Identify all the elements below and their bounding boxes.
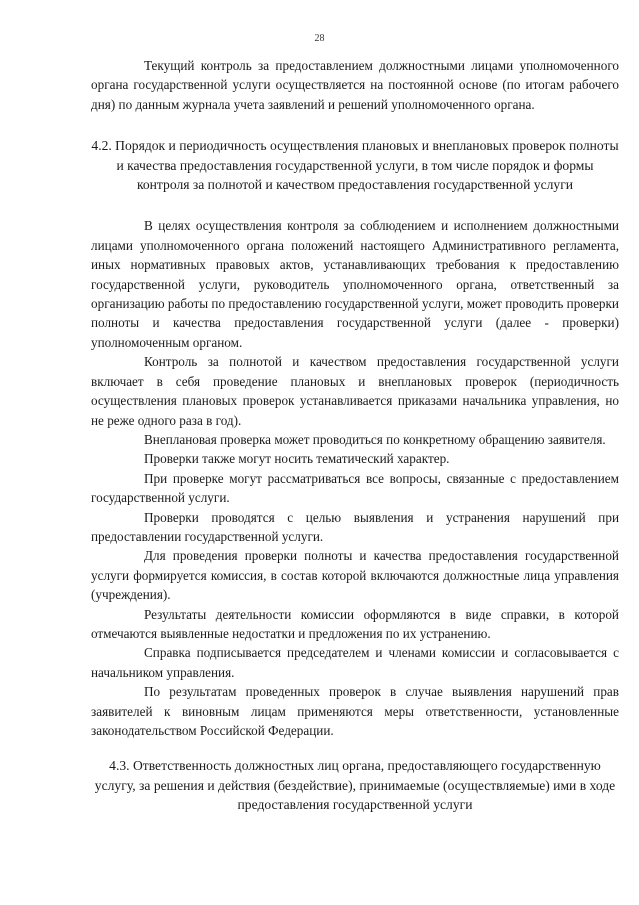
section-heading-4-2: 4.2. Порядок и периодичность осуществления плановых и внеплановых проверок полноты и качества предоставления государственной услуги, в том числе порядок и формы контроля за полнотой и качеством предоставления государственной услуги bbox=[91, 138, 619, 193]
paragraph-all-questions: При проверке могут рассматриваться все вопросы, связанные с предоставлением государственной услуги. bbox=[91, 470, 619, 506]
paragraph-results: Результаты деятельности комиссии оформляются в виде справки, в которой отмечаются выявленные недостатки и предложения по их устранению. bbox=[91, 606, 619, 641]
section-heading-4-3: 4.3. Ответственность должностных лиц органа, предоставляющего государственную услугу, за решения и действия (бездействие), принимаемые (осуществляемые) ими в ходе предоставления государственной услуги bbox=[94, 758, 616, 813]
paragraph-liability: По результатам проведенных проверок в случае выявления нарушений прав заявителей к виновным лицам применяются меры ответственности, установленные законодательством Российской Федерации. bbox=[91, 684, 619, 738]
page-number: 28 bbox=[314, 33, 325, 44]
paragraph-control-purpose: В целях осуществления контроля за соблюдением и исполнением должностными лицами уполномоченного органа положений настоящего Административного регламента, иных нормативных правовых актов, устанавливающих требования к предоставлению государственной услуги, руководитель уполномоченного органа, ответственный за организацию работы по предоставлению государственной услуги, может проводить проверки полноты и качества предоставления государственной услуги (далее - проверки) уполномоченным органом. bbox=[91, 218, 619, 350]
paragraph-report-signing: Справка подписывается председателем и членами комиссии и согласовывается с начальником управления. bbox=[91, 645, 619, 680]
paragraph-scheduled-checks: Контроль за полнотой и качеством предоставления государственной услуги включает в себя проведение плановых и внеплановых проверок (периодичность осуществления плановых проверок устанавливается приказами начальника управления, но не реже одного раза в год). bbox=[91, 354, 619, 428]
spacer bbox=[91, 194, 619, 216]
spacer bbox=[91, 740, 619, 756]
paragraph-unscheduled-check: Внеплановая проверка может проводиться по конкретному обращению заявителя. bbox=[144, 431, 606, 447]
spacer bbox=[91, 114, 619, 136]
paragraph-current-control: Текущий контроль за предоставлением должностными лицами уполномоченного органа государственной услуги осуществляется на постоянной основе (по итогам рабочего дня) по данным журнала учета заявлений и решений уполномоченного органа. bbox=[91, 58, 619, 112]
paragraph-thematic: Проверки также могут носить тематический характер. bbox=[144, 451, 450, 467]
paragraph-check-goal: Проверки проводятся с целью выявления и устранения нарушений при предоставлении государственной услуги. bbox=[91, 509, 619, 544]
paragraph-commission: Для проведения проверки полноты и качества предоставления государственной услуги формируется комиссия, в состав которой включаются должностные лица управления (учреждения). bbox=[91, 548, 619, 603]
document-body bbox=[91, 56, 619, 815]
